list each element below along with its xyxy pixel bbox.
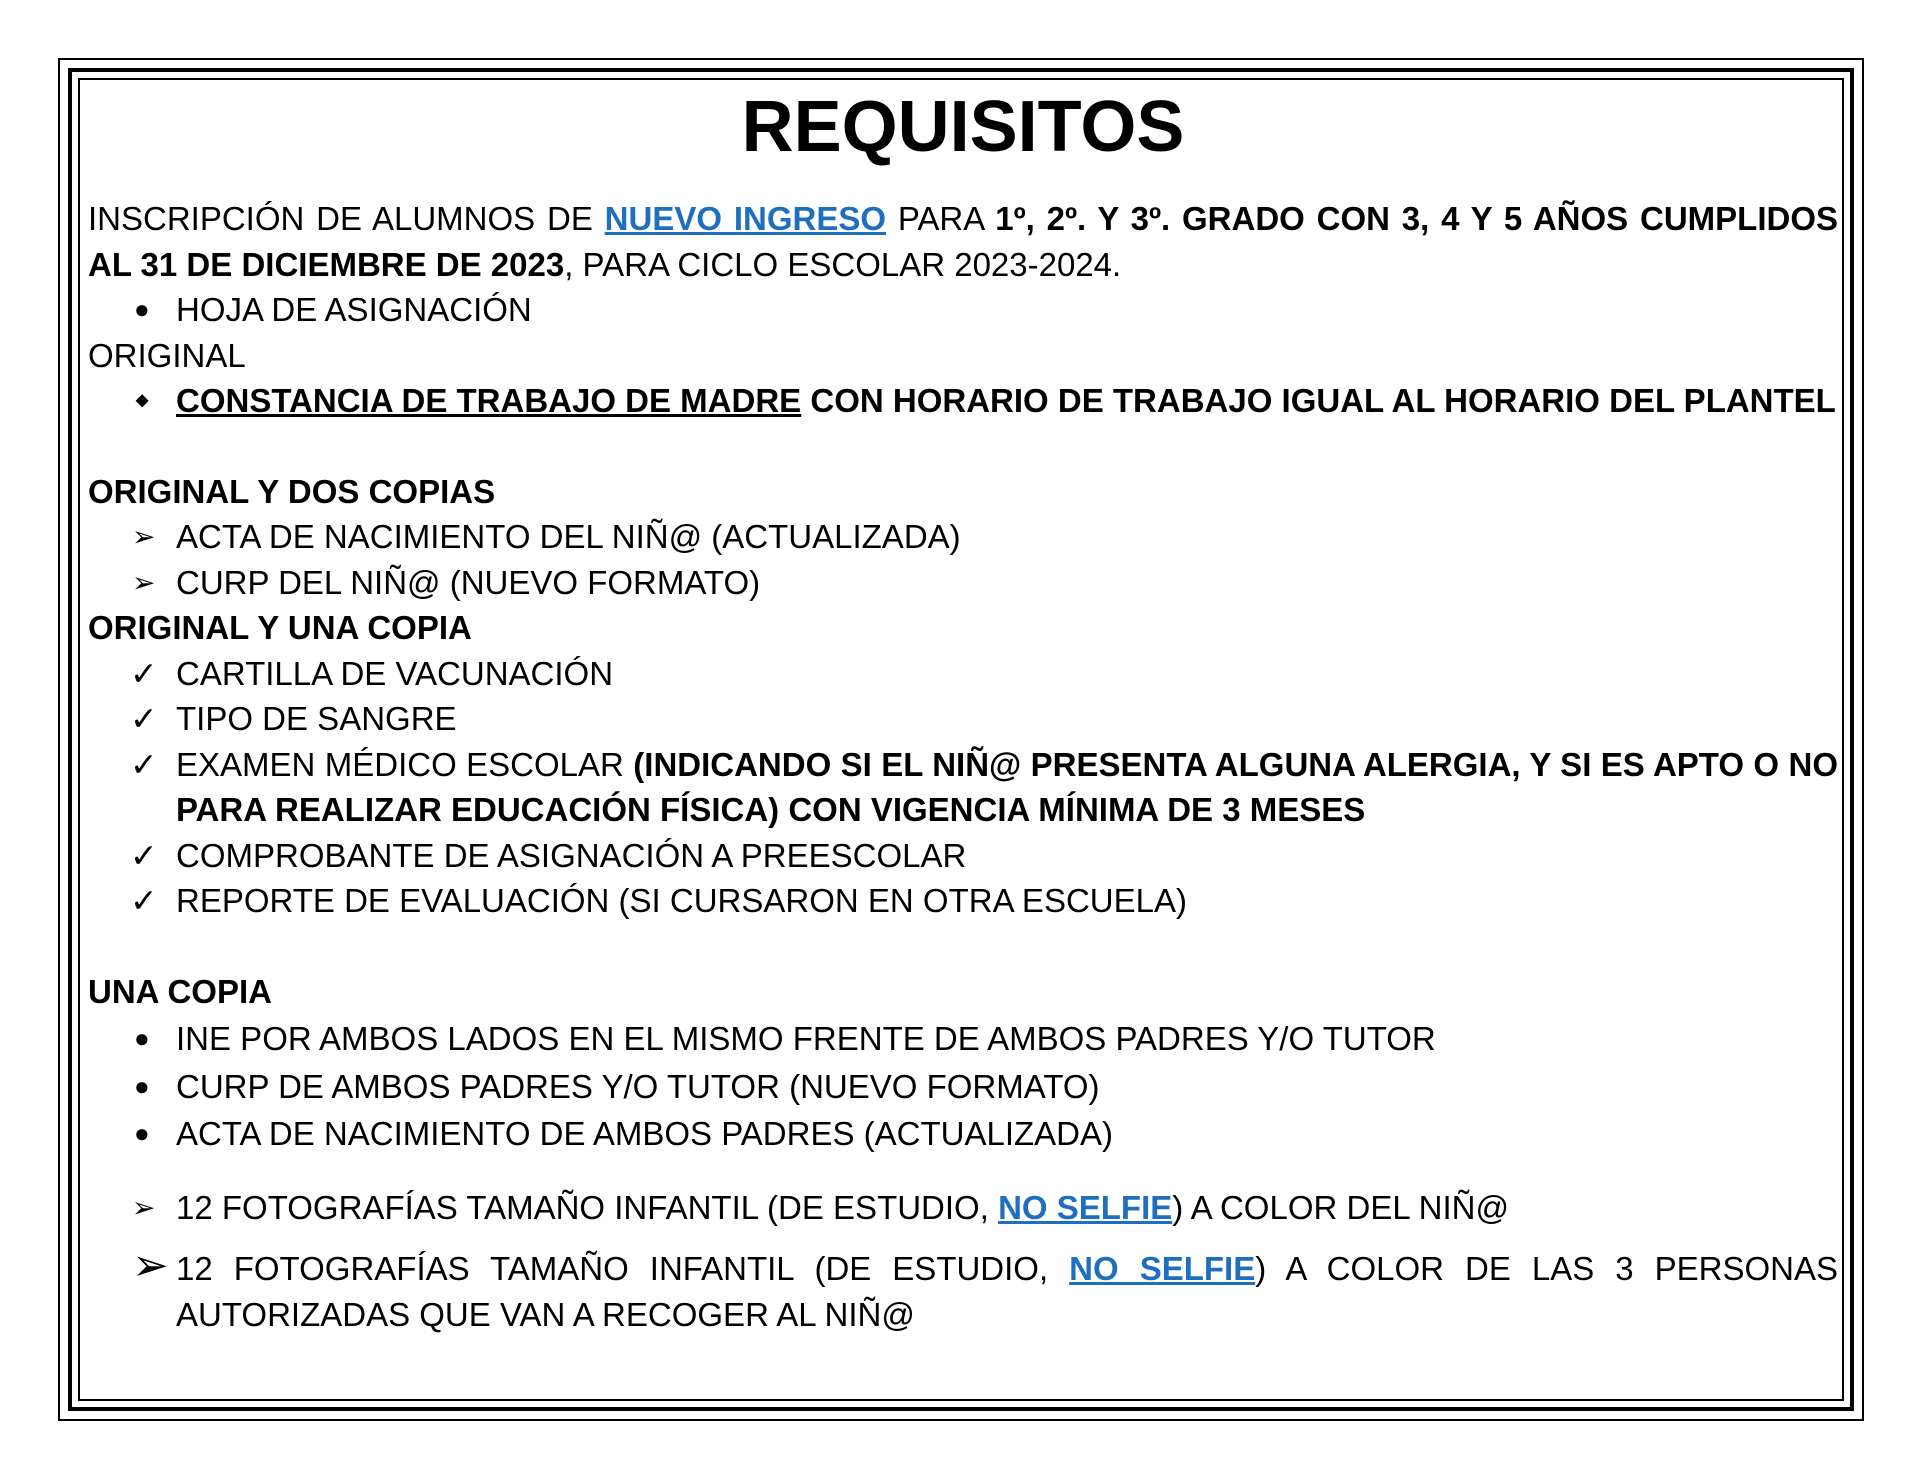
item-text: REPORTE DE EVALUACIÓN (SI CURSARON EN OTRA ESCUELA) — [176, 882, 1187, 919]
check-icon: ✓ — [130, 882, 158, 919]
nuevo-ingreso-link[interactable]: NUEVO INGRESO — [604, 200, 887, 237]
item-text: CARTILLA DE VACUNACIÓN — [176, 654, 614, 692]
section-heading-dos-copias: ORIGINAL Y DOS COPIAS — [88, 472, 496, 510]
list-item — [88, 1111, 1838, 1157]
intro-bold: 1º, 2º. Y 3º. GRADO CON 3, 4 Y 5 AÑOS CUMPLIDOS AL 31 DE DICIEMBRE DE 2023 — [88, 200, 1838, 283]
list-item-fotos-autorizadas — [88, 1241, 1838, 1337]
fotos-text-2: ) A COLOR DEL NIÑ@ — [1172, 1188, 1509, 1226]
no-selfie-link[interactable]: NO SELFIE — [998, 1188, 1173, 1226]
intro-paragraph — [88, 196, 1838, 287]
fotos-text-1: 12 FOTOGRAFÍAS TAMAÑO INFANTIL (DE ESTUDIO, — [176, 1188, 999, 1226]
examen-text: EXAMEN MÉDICO ESCOLAR — [176, 745, 634, 783]
list-item-examen — [88, 742, 1838, 833]
check-icon: ✓ — [130, 654, 158, 692]
list-item-fotos-nino — [88, 1185, 1838, 1231]
intro-text-1: INSCRIPCIÓN DE ALUMNOS DE — [88, 200, 605, 237]
item-text: CURP DEL NIÑ@ (NUEVO FORMATO) — [176, 563, 761, 601]
arrow-icon: ➢ — [132, 1191, 156, 1223]
constancia-underlined: CONSTANCIA DE TRABAJO DE MADRE — [176, 382, 802, 419]
constancia-rest: CON HORARIO DE TRABAJO IGUAL AL HORARIO DEL PLANTEL — [801, 382, 1836, 419]
bullet-icon: ● — [134, 1023, 150, 1053]
arrow-icon: ➢ — [132, 1241, 169, 1290]
list-item — [88, 1064, 1838, 1110]
document-body — [88, 82, 1838, 1337]
spacer — [88, 424, 1838, 469]
list-item — [88, 878, 1838, 924]
list-item — [88, 696, 1838, 742]
original-label: ORIGINAL — [88, 336, 246, 374]
spacer — [88, 924, 1838, 969]
check-icon: ✓ — [130, 836, 158, 874]
fotos-text-2: ) A COLOR DE LAS 3 PERSONAS AUTORIZADAS QUE VAN A RECOGER AL NIÑ@ — [176, 1250, 1838, 1333]
bullet-icon: ● — [134, 1070, 150, 1101]
check-icon: ✓ — [130, 745, 158, 783]
bullet-icon: ● — [134, 294, 150, 324]
list-item — [88, 560, 1838, 606]
section-heading-copia: UNA COPIA — [88, 972, 272, 1010]
list-item — [88, 514, 1838, 560]
fotos-text-1: 12 FOTOGRAFÍAS TAMAÑO INFANTIL (DE ESTUDIO, — [176, 1250, 1070, 1287]
bullet-icon: ● — [134, 1118, 150, 1148]
page-title: REQUISITOS — [741, 87, 1185, 167]
check-icon: ✓ — [130, 700, 158, 737]
item-text: ACTA DE NACIMIENTO DE AMBOS PADRES (ACTUALIZADA) — [176, 1115, 1113, 1152]
list-item-constancia — [88, 378, 1838, 424]
list-item — [88, 833, 1838, 879]
list-item — [88, 1016, 1838, 1062]
item-text: CURP DE AMBOS PADRES Y/O TUTOR (NUEVO FORMATO) — [176, 1067, 1100, 1105]
item-text: COMPROBANTE DE ASIGNACIÓN A PREESCOLAR — [176, 836, 967, 874]
list-item — [88, 651, 1838, 697]
item-text: TIPO DE SANGRE — [176, 700, 457, 737]
no-selfie-link[interactable]: NO SELFIE — [1069, 1250, 1256, 1287]
arrow-icon: ➢ — [132, 521, 156, 552]
arrow-icon: ➢ — [132, 566, 156, 598]
spacer — [88, 1157, 1838, 1185]
section-heading-una-copia: ORIGINAL Y UNA COPIA — [88, 609, 472, 646]
examen-bold: (INDICANDO SI EL NIÑ@ PRESENTA ALGUNA ALERGIA, Y SI ES APTO O NO PARA REALIZAR EDUCACIÓN FÍSICA) CON VIGENCIA MÍNIMA DE 3 MESES — [176, 745, 1838, 828]
intro-text-2: PARA — [886, 200, 996, 237]
item-text: HOJA DE ASIGNACIÓN — [176, 291, 532, 328]
item-text: INE POR AMBOS LADOS EN EL MISMO FRENTE DE AMBOS PADRES Y/O TUTOR — [176, 1020, 1436, 1057]
item-text: ACTA DE NACIMIENTO DEL NIÑ@ (ACTUALIZADA) — [176, 518, 961, 555]
diamond-icon: ◆ — [136, 392, 149, 409]
list-item-hoja — [88, 287, 1838, 333]
intro-text-3: , PARA CICLO ESCOLAR 2023-2024. — [564, 245, 1122, 283]
